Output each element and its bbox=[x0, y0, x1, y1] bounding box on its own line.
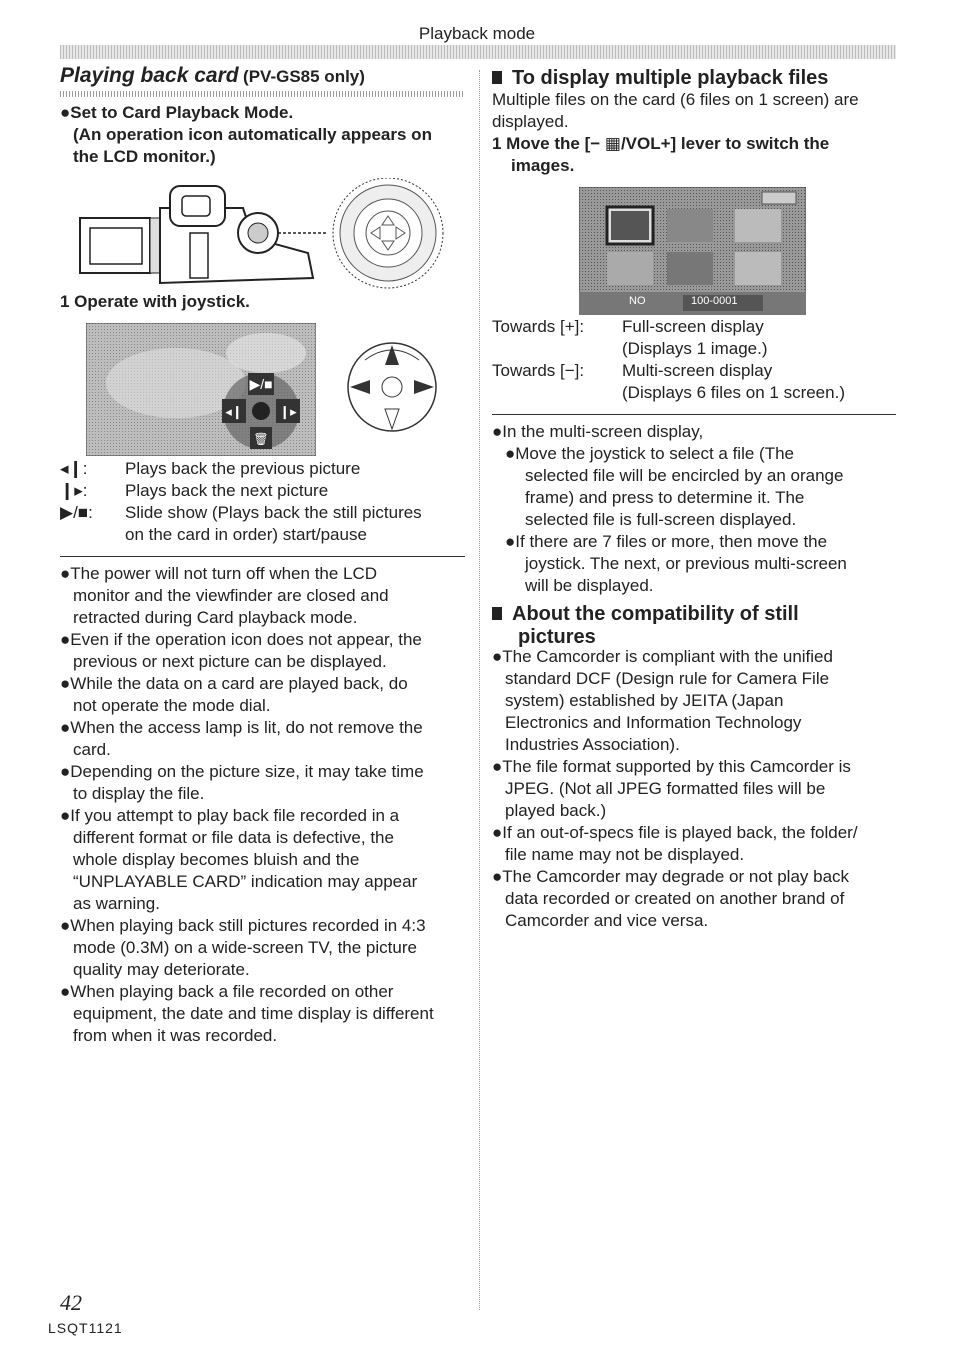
multi-step-line: images. bbox=[511, 156, 575, 175]
screen-label-file: 100-0001 bbox=[691, 295, 738, 307]
page-header-title: Playback mode bbox=[418, 24, 536, 43]
note-line: ●The power will not turn off when the LCD bbox=[60, 564, 378, 583]
multi-screen-notes bbox=[492, 421, 897, 597]
section-title-playing-back-card bbox=[60, 64, 470, 88]
note-line: from when it was recorded. bbox=[73, 1026, 278, 1045]
joystick-diagram bbox=[345, 340, 440, 435]
left-notes bbox=[60, 563, 470, 1047]
note-line: card. bbox=[73, 740, 111, 759]
note-line: played back.) bbox=[505, 801, 607, 820]
legend-key: ❙▸: bbox=[60, 481, 88, 500]
legend-row-slideshow-cont bbox=[60, 524, 465, 546]
screen-label-no: NO bbox=[629, 295, 646, 307]
towards-value: Multi-screen display bbox=[622, 361, 773, 380]
compat-notes bbox=[492, 646, 897, 932]
legend-desc: Plays back the next picture bbox=[125, 481, 329, 500]
note-line: system) established by JEITA (Japan bbox=[505, 691, 784, 710]
towards-list bbox=[492, 316, 897, 404]
note-line: ●In the multi-screen display, bbox=[492, 422, 704, 441]
multi-step bbox=[492, 133, 897, 177]
note-line: Camcorder and vice versa. bbox=[505, 911, 709, 930]
note-line: ●While the data on a card are played back, do bbox=[60, 674, 408, 693]
intro-line-3: the LCD monitor.) bbox=[73, 147, 216, 166]
step-operate-joystick: 1 Operate with joystick. bbox=[60, 292, 250, 311]
right-notes-rule bbox=[492, 414, 896, 415]
towards-row bbox=[492, 382, 897, 404]
intro-bullet: ●Set to Card Playback Mode. bbox=[60, 103, 294, 122]
legend-key: ◂❙: bbox=[60, 459, 88, 478]
note-line: standard DCF (Design rule for Camera File bbox=[505, 669, 830, 688]
note-line: whole display becomes bluish and the bbox=[73, 850, 360, 869]
note-line: Electronics and Information Technology bbox=[505, 713, 802, 732]
towards-key bbox=[492, 382, 622, 404]
compat-title-line: pictures bbox=[518, 626, 596, 648]
note-line: will be displayed. bbox=[525, 576, 654, 595]
page-number: 42 bbox=[60, 1290, 82, 1315]
note-line: as warning. bbox=[73, 894, 160, 913]
multi-playback-desc bbox=[492, 89, 897, 133]
svg-text:◂❙: ◂❙ bbox=[225, 404, 243, 419]
note-line: ●When playing back a file recorded on other bbox=[60, 982, 394, 1001]
multi-step-line: 1 Move the [− ▦/VOL+] lever to switch the bbox=[492, 134, 830, 153]
column-divider bbox=[479, 70, 480, 1310]
square-bullet-icon bbox=[492, 607, 502, 620]
document-code: LSQT1121 bbox=[48, 1320, 123, 1336]
note-line: quality may deteriorate. bbox=[73, 960, 250, 979]
note-line: mode (0.3M) on a wide-screen TV, the picture bbox=[73, 938, 417, 957]
note-line: ●The Camcorder may degrade or not play back bbox=[492, 867, 850, 886]
legend-row-next bbox=[60, 480, 465, 502]
note-line: ●If an out-of-specs file is played back, the folder/ bbox=[492, 823, 858, 842]
note-line: previous or next picture can be displayed. bbox=[73, 652, 387, 671]
note-line: ●If you attempt to play back file recorded in a bbox=[60, 806, 400, 825]
intro-block bbox=[60, 102, 470, 168]
note-line: ●When playing back still pictures recorded in 4:3 bbox=[60, 916, 426, 935]
svg-text:▶/■: ▶/■ bbox=[249, 376, 273, 392]
towards-row bbox=[492, 316, 897, 338]
towards-key bbox=[492, 338, 622, 360]
note-line: ●Depending on the picture size, it may take time bbox=[60, 762, 424, 781]
legend-key: ▶/■: bbox=[60, 503, 93, 522]
towards-row bbox=[492, 338, 897, 360]
legend-row-previous bbox=[60, 458, 465, 480]
note-line: frame) and press to determine it. The bbox=[525, 488, 805, 507]
legend-row-slideshow bbox=[60, 502, 465, 524]
svg-text:🗑: 🗑 bbox=[253, 432, 269, 446]
note-line: monitor and the viewfinder are closed and bbox=[73, 586, 389, 605]
towards-key: Towards [+]: bbox=[492, 317, 585, 336]
section-title-main: Playing back card bbox=[60, 64, 239, 87]
operation-legend bbox=[60, 458, 465, 546]
note-line: different format or file data is defective, the bbox=[73, 828, 394, 847]
multi-playback-title: To display multiple playback files bbox=[512, 67, 829, 89]
compat-heading bbox=[492, 603, 897, 649]
note-line: Industries Association). bbox=[505, 735, 680, 754]
card-playback-screen bbox=[86, 323, 316, 456]
notes-rule bbox=[60, 556, 465, 557]
towards-row bbox=[492, 360, 897, 382]
note-line: ●When the access lamp is lit, do not remove the bbox=[60, 718, 423, 737]
note-line: “UNPLAYABLE CARD” indication may appear bbox=[73, 872, 418, 891]
note-line: not operate the mode dial. bbox=[73, 696, 271, 715]
note-line: file name may not be displayed. bbox=[505, 845, 745, 864]
title-dotted-rule bbox=[60, 91, 465, 97]
note-line: ●The Camcorder is compliant with the unified bbox=[492, 647, 833, 666]
svg-text:❙▸: ❙▸ bbox=[279, 404, 297, 419]
note-line: selected file is full-screen displayed. bbox=[525, 510, 797, 529]
note-line: ●Even if the operation icon does not appear, the bbox=[60, 630, 422, 649]
note-line: ●If there are 7 files or more, then move the bbox=[505, 532, 828, 551]
note-line: joystick. The next, or previous multi-screen bbox=[525, 554, 847, 573]
note-line: selected file will be encircled by an orange bbox=[525, 466, 844, 485]
section-title-model: (PV-GS85 only) bbox=[243, 67, 365, 86]
towards-key: Towards [−]: bbox=[492, 361, 585, 380]
legend-desc: Plays back the previous picture bbox=[125, 459, 361, 478]
square-bullet-icon bbox=[492, 71, 502, 84]
legend-key bbox=[60, 524, 125, 546]
header-band bbox=[60, 45, 896, 59]
note-line: to display the file. bbox=[73, 784, 205, 803]
towards-value: (Displays 6 files on 1 screen.) bbox=[622, 383, 845, 402]
note-line: data recorded or created on another brand of bbox=[505, 889, 845, 908]
note-line: equipment, the date and time display is different bbox=[73, 1004, 434, 1023]
multi-playback-heading bbox=[492, 67, 897, 90]
legend-desc: Slide show (Plays back the still pictures bbox=[125, 503, 422, 522]
towards-value: (Displays 1 image.) bbox=[622, 339, 768, 358]
compat-title-line: About the compatibility of still bbox=[512, 603, 799, 625]
note-line: ●Move the joystick to select a file (The bbox=[505, 444, 794, 463]
multi-screen-display bbox=[579, 187, 806, 315]
legend-desc: on the card in order) start/pause bbox=[125, 525, 367, 544]
intro-line-2: (An operation icon automatically appears on bbox=[73, 125, 432, 144]
note-line: ●The file format supported by this Camcorder is bbox=[492, 757, 851, 776]
towards-value: Full-screen display bbox=[622, 317, 764, 336]
multi-desc-line: Multiple files on the card (6 files on 1 screen) are bbox=[492, 90, 859, 109]
note-line: retracted during Card playback mode. bbox=[73, 608, 358, 627]
camcorder-illustration bbox=[78, 178, 453, 290]
note-line: JPEG. (Not all JPEG formatted files will be bbox=[505, 779, 826, 798]
multi-desc-line: displayed. bbox=[492, 112, 569, 131]
